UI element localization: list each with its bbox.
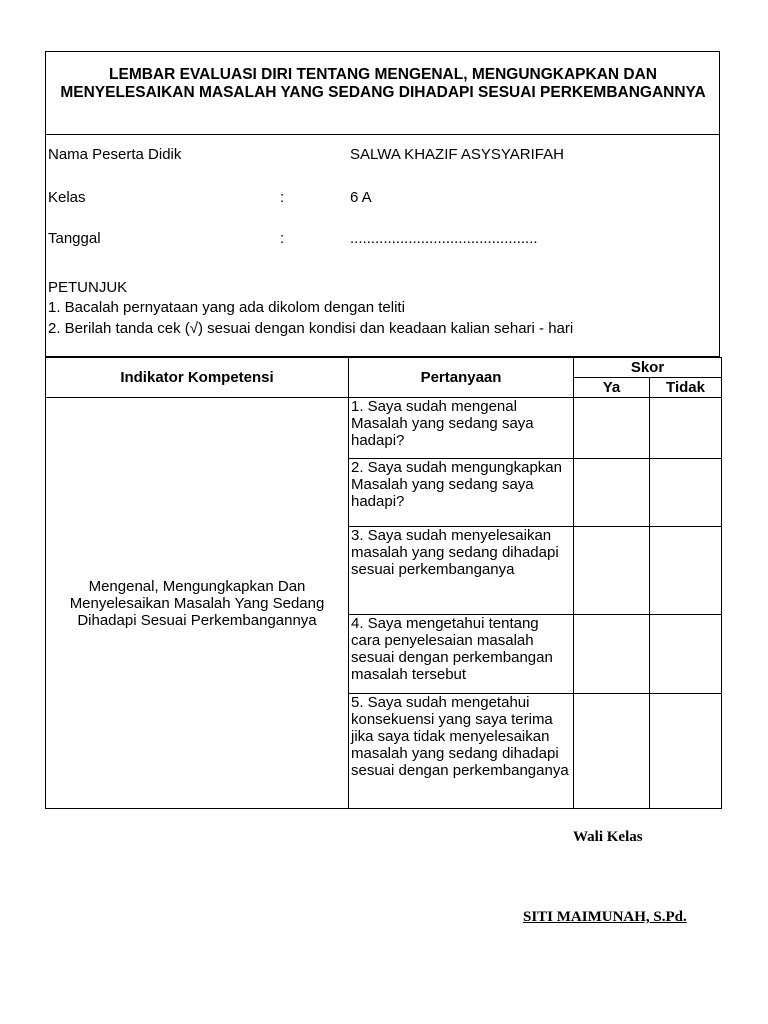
tidak-checkbox-cell-5[interactable] (650, 694, 722, 809)
ya-checkbox-cell-2[interactable] (574, 459, 650, 527)
question-cell-1: 1. Saya sudah mengenal Masalah yang sedang saya hadapi? (349, 398, 574, 459)
wali-kelas-label: Wali Kelas (573, 829, 643, 845)
tidak-checkbox-cell-3[interactable] (650, 527, 722, 615)
ya-checkbox-cell-4[interactable] (574, 615, 650, 694)
tidak-checkbox-cell-1[interactable] (650, 398, 722, 459)
title-divider (45, 134, 720, 135)
header-ya: Ya (574, 378, 650, 398)
wali-kelas-name: SITI MAIMUNAH, S.Pd. (523, 909, 687, 925)
header-row-top (46, 358, 722, 378)
petunjuk-item-1: 1. Bacalah pernyataan yang ada dikolom dengan teliti (48, 299, 405, 316)
kelas-colon: : (280, 189, 285, 206)
kelas-value: 6 A (350, 189, 372, 206)
question-cell-2: 2. Saya sudah mengungkapkan Masalah yang sedang saya hadapi? (349, 459, 574, 527)
ya-checkbox-cell-3[interactable] (574, 527, 650, 615)
tidak-checkbox-cell-2[interactable] (650, 459, 722, 527)
ya-checkbox-cell-5[interactable] (574, 694, 650, 809)
table-row (46, 398, 722, 459)
petunjuk-heading: PETUNJUK (48, 279, 128, 296)
indikator-cell: Mengenal, Mengungkapkan Dan Menyelesaikan Masalah Yang Sedang Dihadapi Sesuai Perkembangannya (46, 398, 349, 809)
document-title: LEMBAR EVALUASI DIRI TENTANG MENGENAL, MENGUNGKAPKAN DAN MENYELESAIKAN MASALAH YANG SEDANG DIHADAPI SESUAI PERKEMBANGANNYA (60, 66, 706, 101)
header-pertanyaan: Pertanyaan (349, 358, 574, 398)
nama-label: Nama Peserta Didik (48, 146, 182, 163)
ya-checkbox-cell-1[interactable] (574, 398, 650, 459)
kelas-label: Kelas (48, 189, 86, 206)
question-cell-3: 3. Saya sudah menyelesaikan masalah yang sedang dihadapi sesuai perkembanganya (349, 527, 574, 615)
evaluation-table (45, 357, 722, 809)
header-indikator: Indikator Kompetensi (46, 358, 349, 398)
tanggal-label: Tanggal (48, 230, 101, 247)
tidak-checkbox-cell-4[interactable] (650, 615, 722, 694)
question-cell-4: 4. Saya mengetahui tentang cara penyelesaian masalah sesuai dengan perkembangan masalah tersebut (349, 615, 574, 694)
tanggal-colon: : (280, 230, 285, 247)
question-cell-5: 5. Saya sudah mengetahui konsekuensi yang saya terima jika saya tidak menyelesaikan masalah yang sedang dihadapi sesuai dengan perkembanganya (349, 694, 574, 809)
tanggal-value: ............................................. (350, 230, 538, 247)
header-skor: Skor (574, 358, 722, 378)
petunjuk-item-2: 2. Berilah tanda cek (√) sesuai dengan kondisi dan keadaan kalian sehari - hari (48, 320, 574, 337)
nama-value: SALWA KHAZIF ASYSYARIFAH (350, 146, 564, 163)
header-tidak: Tidak (650, 378, 722, 398)
